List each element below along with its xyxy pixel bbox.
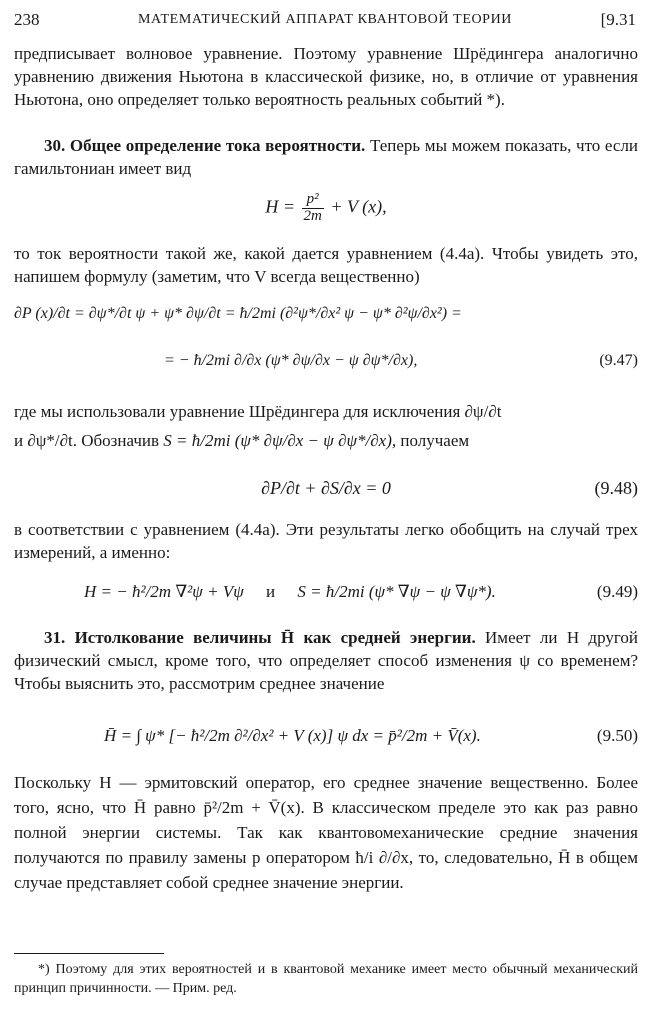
paragraph-current: то ток вероятности такой же, какой дается уравнением (4.4a). Чтобы увидеть это, напишем формулу (заметим, что V всегда вещественно) xyxy=(14,244,638,286)
section-marker: [9.31 xyxy=(600,10,636,29)
paragraph-used-line1: где мы использовали уравнение Шрёдингера для исключения ∂ψ/∂t xyxy=(14,402,502,421)
footnote-divider xyxy=(14,953,164,954)
footnote: *) Поэтому для этих вероятностей и в квантовой механике имеет место обычный механический принцип причинности. — Прим. ред. xyxy=(14,962,638,996)
section-31-heading: 31. Истолкование величины H̄ как средней энергии. xyxy=(44,628,476,647)
eq-950-expr: H̄ = ∫ ψ* [− ħ²/2m ∂²/∂x² + V (x)] ψ dx = p̄²/2m + V̄(x). xyxy=(104,726,481,745)
equation-9-49 xyxy=(14,582,638,602)
section-30-heading: 30. Общее определение тока вероятности. xyxy=(44,136,366,155)
running-title: МАТЕМАТИЧЕСКИЙ АППАРАТ КВАНТОВОЙ ТЕОРИИ xyxy=(137,12,512,27)
equation-number-9-47: (9.47) xyxy=(599,352,638,369)
equation-hamiltonian xyxy=(14,192,638,225)
paragraph-used-line2 xyxy=(14,429,638,452)
section-30-text: Теперь мы можем показать, что если гамильтониан имеет вид xyxy=(14,136,639,178)
paragraph-generalize: в соответствии с уравнением (4.4a). Эти результаты легко обобщить на случай трех измерений, а именно: xyxy=(14,520,638,562)
paragraph-used-post: получаем xyxy=(400,431,470,450)
page-header xyxy=(14,8,636,34)
eq-948-expr: ∂P/∂t + ∂S/∂x = 0 xyxy=(261,478,391,498)
paragraph-intro: предписывает волновое уравнение. Поэтому уравнение Шрёдингера аналогично уравнению движения Ньютона в классической физике, но, в отличие от уравнения Ньютона, оно определяет только вероятность реальных событий *). xyxy=(14,44,638,109)
equation-number-9-49: (9.49) xyxy=(596,582,638,601)
eq-949-left: H = − ħ²/2m ∇²ψ + Vψ xyxy=(84,582,244,601)
paragraph-used xyxy=(14,400,638,452)
equation-9-50 xyxy=(14,726,638,746)
page-number: 238 xyxy=(14,10,40,29)
equation-number-9-48: (9.48) xyxy=(594,478,638,498)
eq-947-line2-text: = − ħ/2mi ∂/∂x (ψ* ∂ψ/∂x − ψ ∂ψ*/∂x), xyxy=(164,352,418,369)
eq-h1-rhs: + V (x), xyxy=(330,196,387,217)
equation-9-47-line1: ∂P (x)/∂t = ∂ψ*/∂t ψ + ψ* ∂ψ/∂t = ħ/2mi (∂²ψ*/∂x² ψ − ψ* ∂²ψ/∂x²) = xyxy=(14,305,462,322)
inline-s-definition: S = ħ/2mi (ψ* ∂ψ/∂x − ψ ∂ψ*/∂x), xyxy=(163,431,397,450)
eq-h1-den: 2m xyxy=(303,207,322,224)
paragraph-used-pre: и ∂ψ*/∂t. Обозначив xyxy=(14,431,160,450)
paragraph-energy: Поскольку H — эрмитовский оператор, его среднее значение вещественно. Более того, ясно, что H̄ равно p̄²/2m + V̄(x). В классическом пределе это как раз равно полной энергии системы. Так как квантовомеханические средние значения получаются по правилу замены p оператором ħ/i ∂/∂x, то, следовательно, H̄ в общем случае представляет собой среднее значение энергии. xyxy=(14,773,638,892)
eq-949-right: S = ħ/2mi (ψ* ∇ψ − ψ ∇ψ*). xyxy=(297,582,496,601)
section-31-text: Имеет ли H другой физический смысл, кроме того, что определяет способ изменения ψ со временем? Чтобы выяснить это, рассмотрим среднее значение xyxy=(14,628,638,693)
eq-h1-lhs: H = xyxy=(265,196,295,217)
eq-h1-num: p² xyxy=(302,192,324,209)
eq-949-conj: и xyxy=(266,582,276,601)
equation-number-9-50: (9.50) xyxy=(596,726,638,745)
section-30 xyxy=(14,134,638,180)
eq-h1-fraction xyxy=(302,192,324,225)
section-31 xyxy=(14,626,638,695)
equation-9-48 xyxy=(14,478,638,499)
equation-9-47-line2 xyxy=(14,352,638,370)
